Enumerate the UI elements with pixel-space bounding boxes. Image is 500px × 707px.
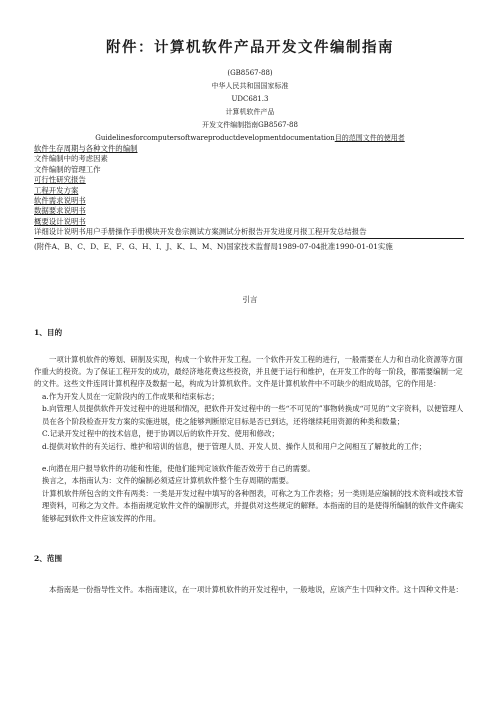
toc-link-feasibility[interactable]: 可行性研究报告 [34, 175, 86, 185]
purpose-item-c: C.记录开发过程中的技术信息，便于协调以后的软件开发、使用和修改； [42, 429, 279, 439]
standard-meta [0, 67, 500, 132]
purpose-summary: 换言之，本指南认为：文件的编制必须适应计算机软件整个生存周期的需要。 [42, 476, 294, 486]
toc-link-requirements[interactable]: 软件需求说明书 [34, 196, 86, 206]
purpose-item-d: d.提供对软件的有关运行、维护和培训的信息，便于管理人员、开发人员、操作人员和用户之间相互了解彼此的工作； [42, 441, 427, 451]
document-title: 附件：计算机软件产品开发文件编制指南 [106, 39, 394, 56]
section-scope-title: 2、范围 [34, 553, 63, 563]
table-of-contents [34, 144, 500, 239]
standard-issuer: 中华人民共和国国家标准 [211, 82, 289, 90]
toc-link-project-plan[interactable]: 工程开发方案 [34, 185, 79, 195]
udc-code: UDC681.3 [231, 95, 269, 103]
purpose-paragraph: 一项计算机软件的筹划、研制及实现，构成一个软件开发工程。一个软件开发工程的进行，一般需要在人力和自动化资源等方面作重大的投资。为了保证工程开发的成功，最经济地花费这些投资，并且便于运行和维护，在开发工作的每一阶段，都需要编制一定的文件。这些文件连同计算机程序及数据一起，构成为计算机软件。文件是计算机软件中不可缺少的组成局部，它的作用是： [34, 354, 463, 389]
standard-code: (GB8567-88) [227, 69, 273, 77]
english-title-line [0, 132, 500, 144]
product-category: 计算机软件产品 [225, 108, 275, 116]
toc-link-data-requirements[interactable]: 数据要求说明书 [34, 206, 86, 216]
guide-name: 开发文件编制指南GB8567-88 [202, 121, 298, 129]
section-purpose-title: 1、目的 [34, 327, 63, 337]
link-purpose-scope-users[interactable]: 目的范围文件的使用者 [334, 134, 405, 142]
intro-heading: 引言 [242, 294, 258, 304]
scope-paragraph: 本指南是一份指导性文件。本指南建议，在一项计算机软件的开发过程中，一般地说，应该产生十四种文件。这十四种文件是： [49, 584, 463, 594]
purpose-item-a: a.作为开发人员在一定阶段内的工作成果和结束标志； [42, 391, 219, 401]
toc-link-outline-design[interactable]: 概要设计说明书 [34, 216, 86, 226]
appendix-note: (附件A、B、C、D、E、F、G、H、I、J、K、L、M、N)国家技术监督局1989-07-04批准1990-01-01实施 [34, 241, 393, 251]
toc-link-detail-documents[interactable]: 详细设计说明书用户手册操作手册模块开发卷宗测试方案测试分析报告开发进度月报工程开发总结报告 [34, 227, 464, 238]
english-title: Guidelinesforcomputersoftwareproductdevelopmentdocumentation [95, 134, 335, 142]
purpose-item-e: e.向潜在用户报导软件的功能和性能，使他们能判定该软件能否效劳于自己的需要。 [42, 463, 315, 473]
toc-management: 文件编制的管理工作 [34, 164, 101, 174]
purpose-doc-types: 计算机软件所包含的文件有两类：一类是开发过程中填写的各种图表，可称之为工作表格；另一类则是应编制的技术资料或技术管理资料，可称之为文件。本指南规定软件文件的编制形式，并提供对这些规定的解释。本指南的目的是使得所编制的软件文件确实能够起到软件文件应该发挥的作用。 [42, 488, 464, 523]
toc-link-lifecycle[interactable]: 软件生存周期与各种文件的编制 [34, 144, 138, 153]
toc-considerations: 文件编制中的考虑因素 [34, 154, 108, 164]
purpose-item-b: b.向管理人员提供软件开发过程中的进展和情况，把软件开发过程中的一些“不可见的”事物转换成“可见的”文字资料，以便管理人员在各个阶段检查开发方案的实施进展，使之能够判断原定目标是否已到达，还将继续耗用资源的种类和数量； [42, 404, 464, 426]
